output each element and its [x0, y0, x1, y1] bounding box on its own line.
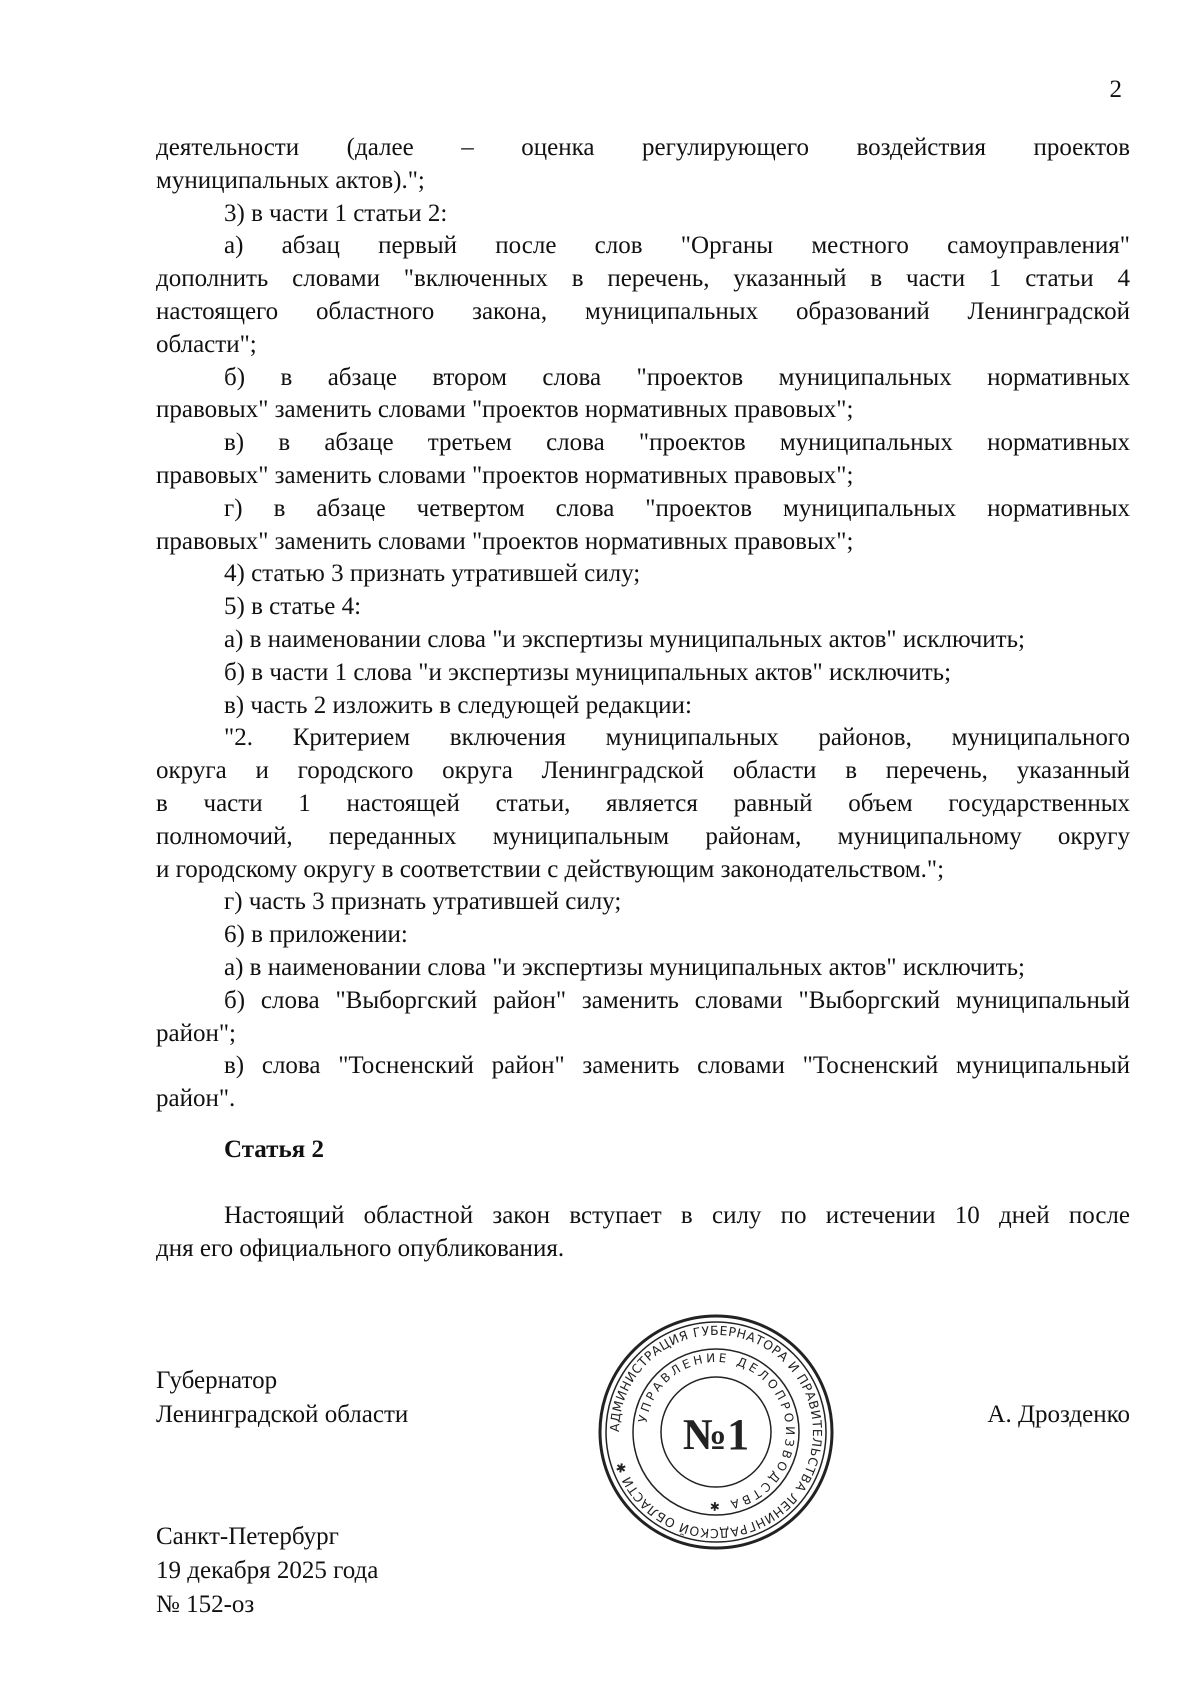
text-line: б) в абзаце втором слова "проектов муниципальных нормативных — [224, 363, 1130, 391]
text-line: г) в абзаце четвертом слова "проектов муниципальных нормативных — [224, 494, 1130, 522]
text-line: округа и городского округа Ленинградской области в перечень, указанный — [156, 757, 1130, 785]
seal-inner-text: УПРАВЛЕНИЕ ДЕЛОПРОИЗВОДСТВА ✱ — [635, 1350, 798, 1514]
signature-block — [156, 1364, 408, 1432]
text-line: а) в наименовании слова "и экспертизы муниципальных актов" исключить; — [224, 953, 1025, 981]
signer-title-line2: Ленинградской области — [156, 1401, 409, 1428]
text-line: в) в абзаце третьем слова "проектов муниципальных нормативных — [224, 429, 1130, 457]
text-line: деятельности (далее – оценка регулирующего воздействия проектов — [156, 134, 1130, 161]
text-line: б) в части 1 слова "и экспертизы муниципальных актов" исключить; — [224, 658, 952, 686]
text-line: а) абзац первый после слов "Органы местного самоуправления" — [224, 232, 1130, 260]
text-line: дня его официального опубликования. — [156, 1234, 565, 1262]
text-line: а) в наименовании слова "и экспертизы муниципальных актов" исключить; — [224, 625, 1025, 653]
text-line: правовых" заменить словами "проектов нормативных правовых"; — [156, 396, 854, 424]
text-line: "2. Критерием включения муниципальных районов, муниципального — [224, 724, 1130, 752]
text-line: в) слова "Тосненский район" заменить словами "Тосненский муниципальный — [224, 1052, 1130, 1080]
signer-title-line1: Губернатор — [156, 1367, 278, 1394]
text-line: 3) в части 1 статьи 2: — [224, 199, 448, 227]
official-seal — [596, 1312, 836, 1552]
place-date-number — [156, 1520, 378, 1622]
text-line: 5) в статье 4: — [224, 593, 362, 621]
text-line: 6) в приложении: — [224, 921, 408, 949]
law-date: 19 декабря 2025 года — [156, 1557, 379, 1584]
page-number: 2 — [1109, 76, 1122, 103]
text-line: в части 1 настоящей статьи, является равный объем государственных — [156, 789, 1130, 817]
law-number: № 152-оз — [156, 1591, 255, 1618]
text-line: в) часть 2 изложить в следующей редакции: — [224, 691, 692, 719]
text-line: г) часть 3 признать утратившей силу; — [224, 888, 622, 916]
text-line: области"; — [156, 330, 257, 358]
text-line: и городскому округу в соответствии с действующим законодательством."; — [156, 855, 945, 883]
article-heading: Статья 2 — [224, 1136, 324, 1163]
text-line: дополнить словами "включенных в перечень, указанный в части 1 статьи 4 — [156, 265, 1130, 293]
article-text — [156, 1200, 1130, 1266]
seal-center-number: №1 — [682, 1410, 750, 1459]
text-line: Настоящий областной закон вступает в силу по истечении 10 дней после — [224, 1202, 1130, 1229]
text-line: настоящего областного закона, муниципальных образований Ленинградской — [156, 297, 1130, 325]
text-line: полномочий, переданных муниципальным районам, муниципальному округу — [156, 822, 1130, 850]
text-line: б) слова "Выборгский район" заменить словами "Выборгский муниципальный — [224, 986, 1130, 1014]
text-line: район". — [156, 1085, 236, 1113]
seal-outer-text: АДМИНИСТРАЦИЯ ГУБЕРНАТОРА И ПРАВИТЕЛЬСТВА ЛЕНИНГРАДСКОЙ ОБЛАСТИ ✱ — [606, 1322, 826, 1542]
signer-name: А. Дрозденко — [987, 1401, 1130, 1428]
text-line: район"; — [156, 1019, 237, 1047]
city: Санкт-Петербург — [156, 1523, 339, 1550]
text-line: правовых" заменить словами "проектов нормативных правовых"; — [156, 527, 854, 555]
text-line: правовых" заменить словами "проектов нормативных правовых"; — [156, 461, 854, 489]
amendments-text — [156, 132, 1130, 1116]
text-line: 4) статью 3 признать утратившей силу; — [224, 560, 641, 588]
text-line: муниципальных актов)."; — [156, 166, 425, 194]
